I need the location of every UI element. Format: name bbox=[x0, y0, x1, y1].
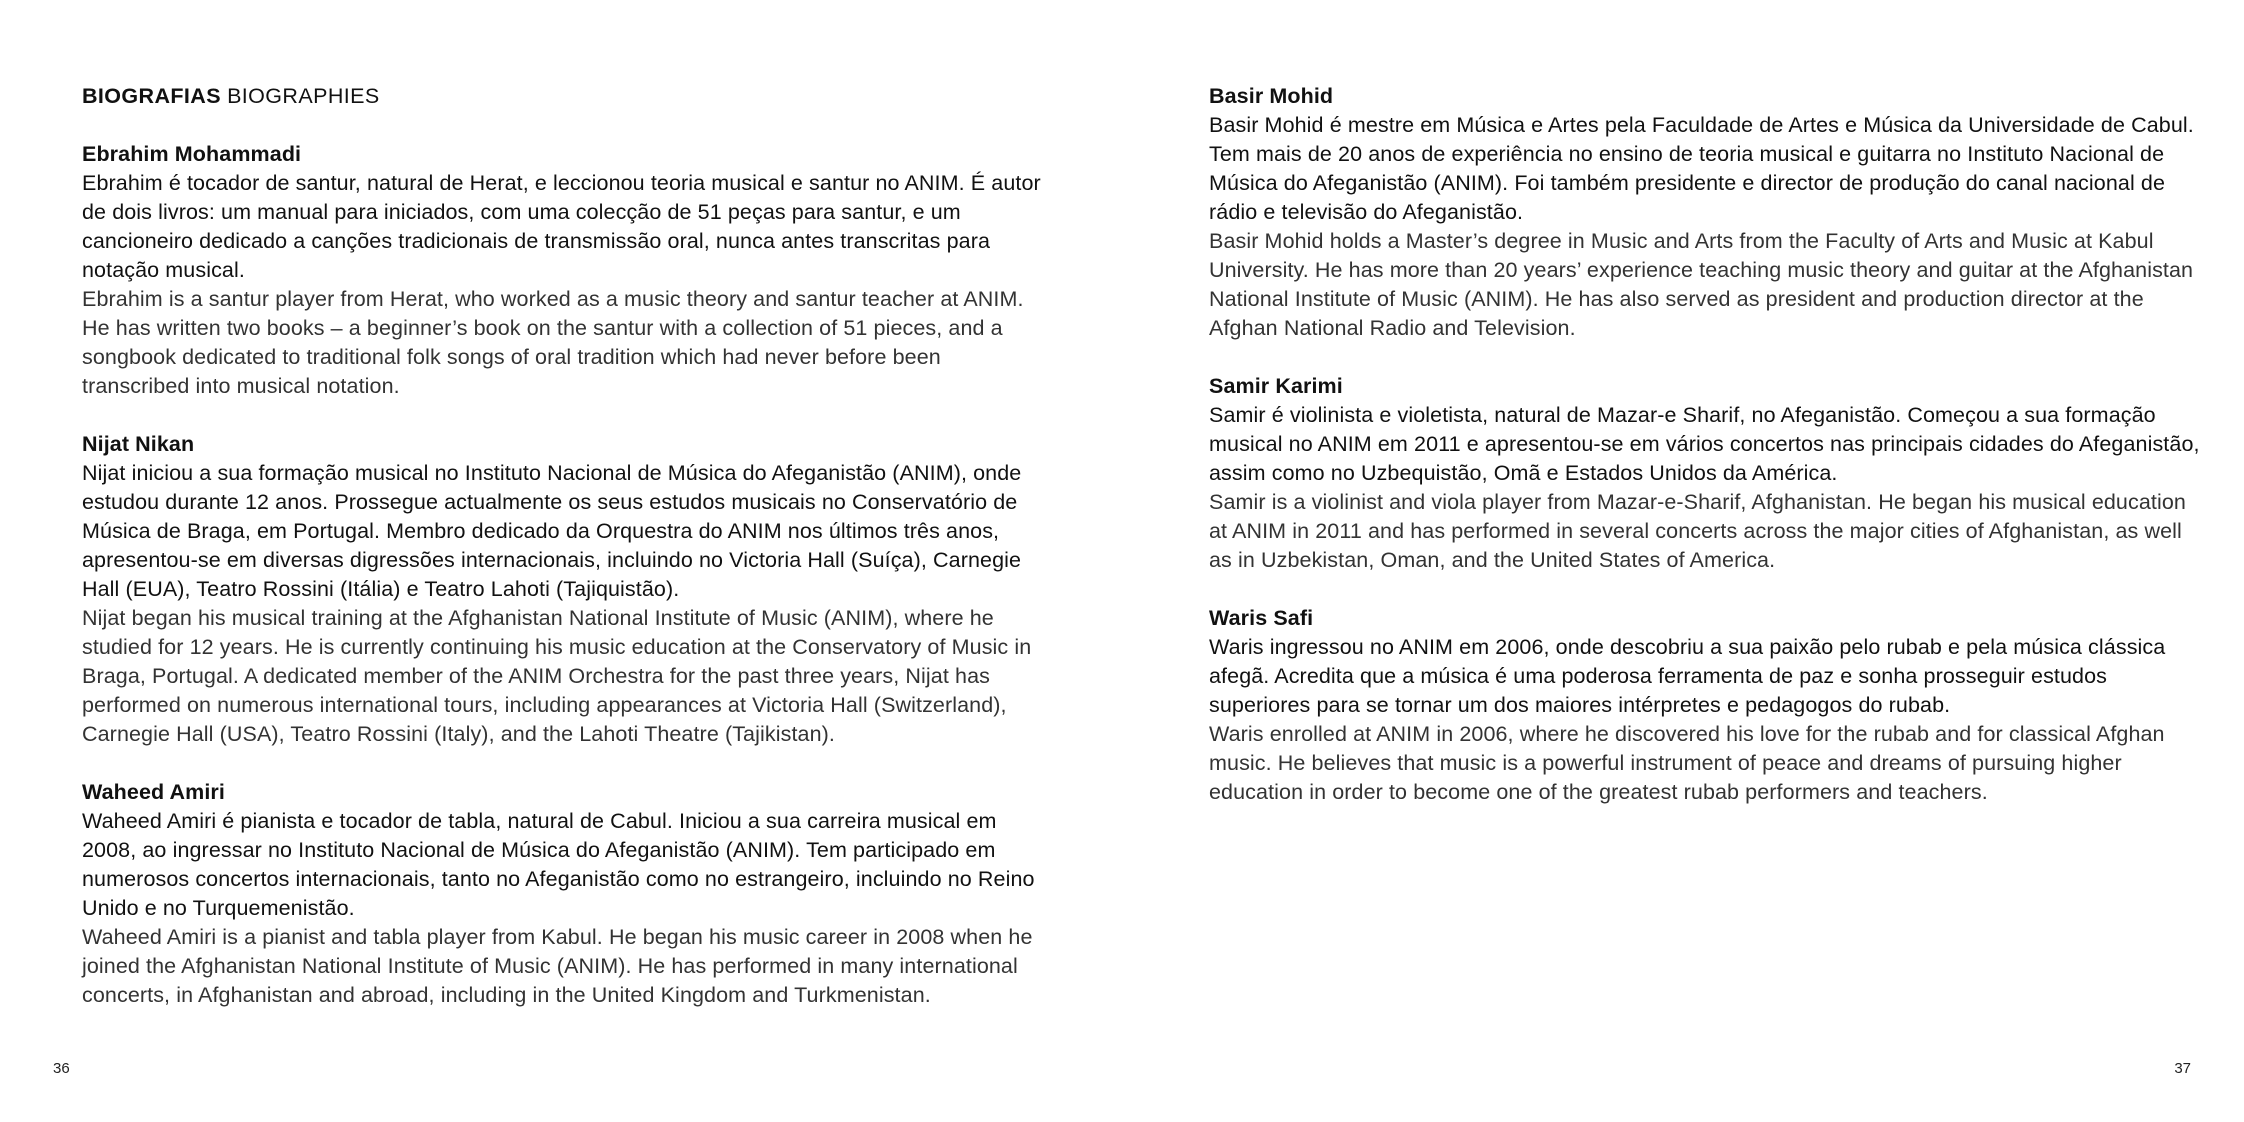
page-number: 36 bbox=[53, 1060, 70, 1077]
bio-text-pt: Waheed Amiri é pianista e tocador de tabla, natural de Cabul. Iniciou a sua carreira musical em 2008, ao ingressar no Instituto Nacional de Música do Afeganistão (ANIM). Tem participado em numerosos concertos internacionais, tanto no Afeganistão como no estrangeiro, incluindo no Reino Unido e no Turquemenistão. bbox=[82, 809, 1035, 920]
bio-waris-safi bbox=[1209, 604, 2209, 807]
bio-text-pt: Waris ingressou no ANIM em 2006, onde descobriu a sua paixão pelo rubab e pela música clássica afegã. Acredita que a música é uma poderosa ferramenta de paz e sonha prosseguir estudos superiores para se tornar um dos maiores intérpretes e pedagogos do rubab. bbox=[1209, 635, 2166, 717]
right-column bbox=[1209, 82, 2209, 836]
bio-text-en: Ebrahim is a santur player from Herat, who worked as a music theory and santur teacher at ANIM. He has written two books – a beginner’s book on the santur with a collection of 51 pieces, and a songbook dedicated to traditional folk songs of oral tradition which had never before been transcribed into musical notation. bbox=[82, 287, 1024, 398]
section-heading-pt: BIOGRAFIAS bbox=[82, 84, 221, 108]
bio-name: Basir Mohid bbox=[1209, 84, 1334, 108]
bio-name: Samir Karimi bbox=[1209, 374, 1343, 398]
left-column bbox=[82, 82, 1052, 1039]
bio-name: Nijat Nikan bbox=[82, 432, 195, 456]
bio-name: Ebrahim Mohammadi bbox=[82, 142, 302, 166]
bio-text-pt: Ebrahim é tocador de santur, natural de Herat, e leccionou teoria musical e santur no ANIM. É autor de dois livros: um manual para iniciados, com uma colecção de 51 peças para santur, e um cancioneiro dedicado a canções tradicionais de transmissão oral, nunca antes transcritas para notação musical. bbox=[82, 171, 1041, 282]
bio-samir-karimi bbox=[1209, 372, 2209, 575]
bio-basir-mohid bbox=[1209, 82, 2209, 343]
bio-ebrahim-mohammadi bbox=[82, 140, 1052, 401]
bio-text-en: Nijat began his musical training at the Afghanistan National Institute of Music (ANIM), where he studied for 12 years. He is currently continuing his music education at the Conservatory of Music in Braga, Portugal. A dedicated member of the ANIM Orchestra for the past three years, Nijat has performed on numerous international tours, including appearances at Victoria Hall (Switzerland), Carnegie Hall (USA), Teatro Rossini (Italy), and the Lahoti Theatre (Tajikistan). bbox=[82, 606, 1032, 746]
bio-name: Waheed Amiri bbox=[82, 780, 225, 804]
bio-name: Waris Safi bbox=[1209, 606, 1314, 630]
section-heading-en: BIOGRAPHIES bbox=[227, 84, 380, 108]
section-heading bbox=[82, 82, 1052, 111]
bio-text-en: Waris enrolled at ANIM in 2006, where he discovered his love for the rubab and for classical Afghan music. He believes that music is a powerful instrument of peace and dreams of pursuing higher education in order to become one of the greatest rubab performers and teachers. bbox=[1209, 722, 2165, 804]
bio-text-en: Basir Mohid holds a Master’s degree in Music and Arts from the Faculty of Arts and Music at Kabul University. He has more than 20 years’ experience teaching music theory and guitar at the Afghanistan National Institute of Music (ANIM). He has also served as president and production director at the Afghan National Radio and Television. bbox=[1209, 229, 2194, 340]
right-page bbox=[1122, 0, 2244, 1122]
bio-text-en: Waheed Amiri is a pianist and tabla player from Kabul. He began his music career in 2008 when he joined the Afghanistan National Institute of Music (ANIM). He has performed in many international concerts, in Afghanistan and abroad, including in the United Kingdom and Turkmenistan. bbox=[82, 925, 1033, 1007]
bio-nijat-nikan bbox=[82, 430, 1052, 749]
page-number: 37 bbox=[2174, 1060, 2191, 1077]
bio-waheed-amiri bbox=[82, 778, 1052, 1010]
bio-text-pt: Nijat iniciou a sua formação musical no Instituto Nacional de Música do Afeganistão (ANIM), onde estudou durante 12 anos. Prossegue actualmente os seus estudos musicais no Conservatório de Música de Braga, em Portugal. Membro dedicado da Orquestra do ANIM nos últimos três anos, apresentou-se em diversas digressões internacionais, incluindo no Victoria Hall (Suíça), Carnegie Hall (EUA), Teatro Rossini (Itália) e Teatro Lahoti (Tajiquistão). bbox=[82, 461, 1022, 601]
bio-text-pt: Samir é violinista e violetista, natural de Mazar-e Sharif, no Afeganistão. Começou a sua formação musical no ANIM em 2011 e apresentou-se em vários concertos nas principais cidades do Afeganistão, assim como no Uzbequistão, Omã e Estados Unidos da América. bbox=[1209, 403, 2200, 485]
bio-text-pt: Basir Mohid é mestre em Música e Artes pela Faculdade de Artes e Música da Universidade de Cabul. Tem mais de 20 anos de experiência no ensino de teoria musical e guitarra no Instituto Nacional de Música do Afeganistão (ANIM). Foi também presidente e director de produção do canal nacional de rádio e televisão do Afeganistão. bbox=[1209, 113, 2194, 224]
bio-text-en: Samir is a violinist and viola player from Mazar-e-Sharif, Afghanistan. He began his musical education at ANIM in 2011 and has performed in several concerts across the major cities of Afghanistan, as well as in Uzbekistan, Oman, and the United States of America. bbox=[1209, 490, 2186, 572]
